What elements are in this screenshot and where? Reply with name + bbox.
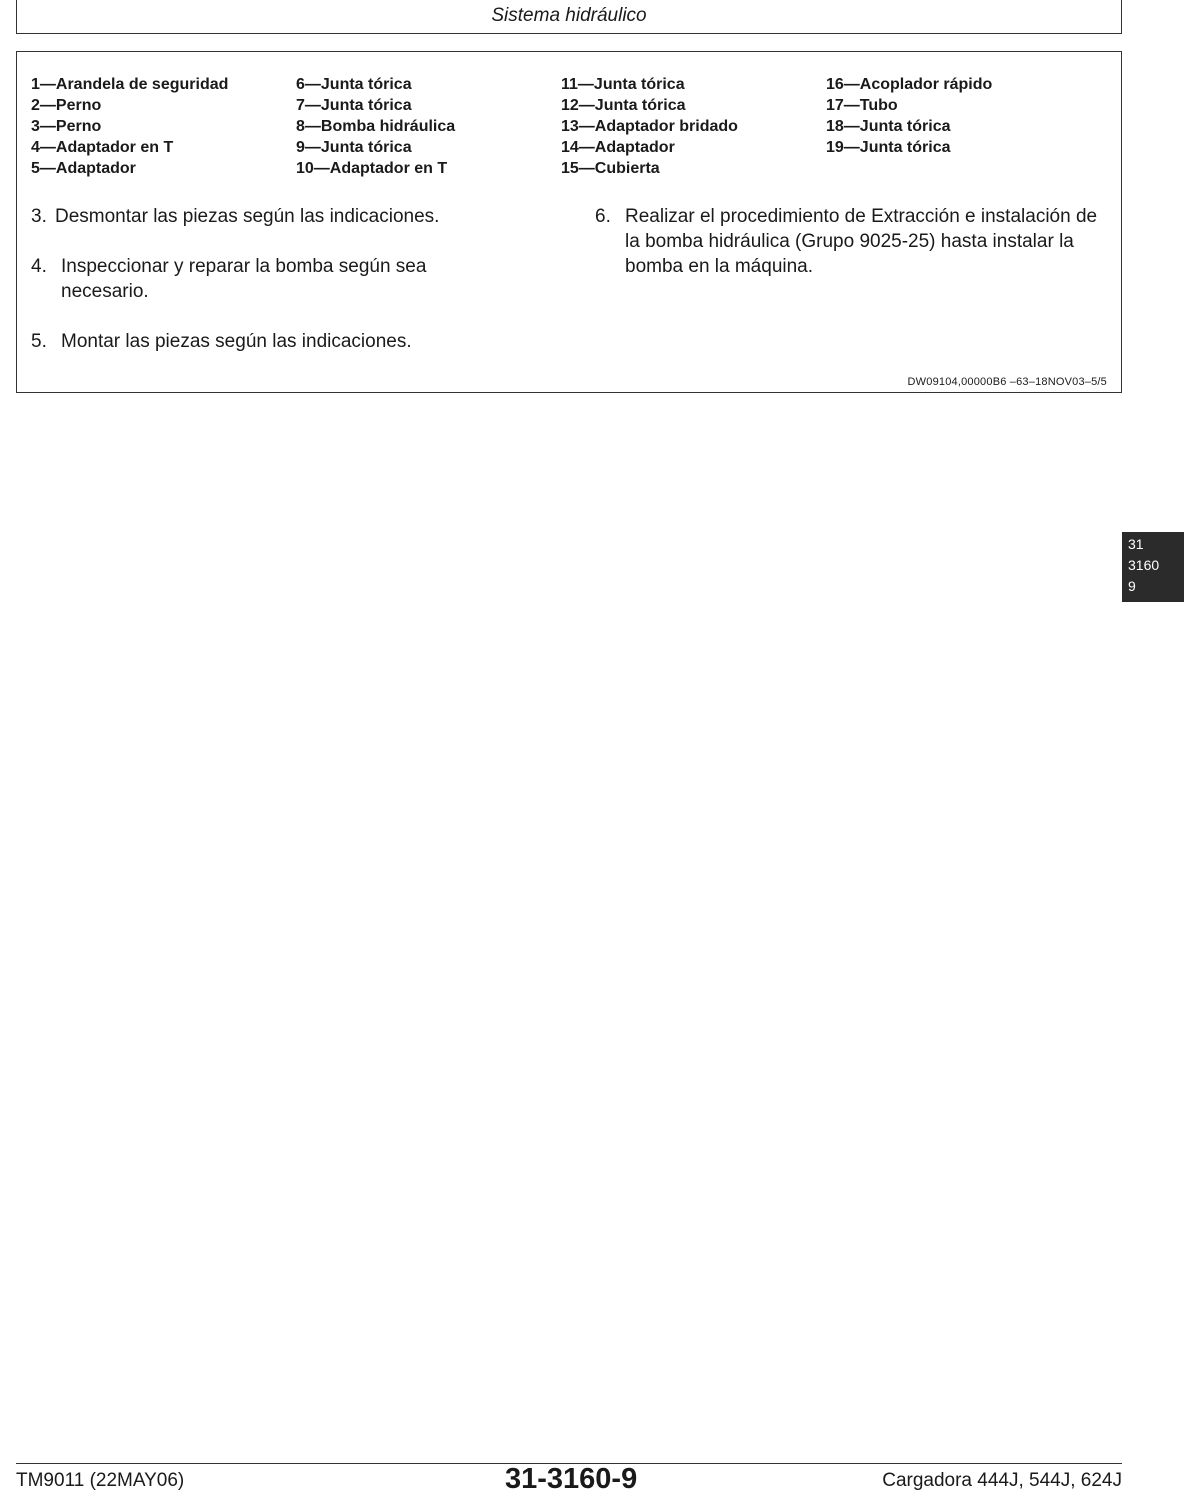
- legend-item: 6—Junta tórica: [296, 76, 412, 93]
- step-text: Realizar el procedimiento de Extracción e instalación de la bomba hidráulica (Grupo 9025-25) hasta instalar la bomba en la máquina.: [625, 206, 1098, 277]
- step-text: Desmontar las piezas según las indicaciones.: [55, 206, 440, 227]
- step-number: 5.: [31, 331, 47, 352]
- legend-column-4: [826, 74, 1091, 179]
- legend-item: 16—Acoplador rápido: [826, 76, 993, 93]
- reference-code: DW09104,00000B6 –63–18NOV03–5/5: [907, 376, 1107, 388]
- legend-item: 3—Perno: [31, 118, 102, 135]
- legend-item: 15—Cubierta: [561, 160, 660, 177]
- content-box: [16, 51, 1122, 393]
- section-tab: [1122, 532, 1184, 602]
- step-4: [31, 254, 501, 304]
- parts-legend: [31, 74, 1111, 179]
- legend-item: 8—Bomba hidráulica: [296, 118, 456, 135]
- machine-model: Cargadora 444J, 544J, 624J: [882, 1470, 1122, 1491]
- step-6: [595, 204, 1115, 279]
- legend-column-2: [296, 74, 561, 179]
- legend-item: 17—Tubo: [826, 97, 898, 114]
- legend-item: 4—Adaptador en T: [31, 139, 174, 156]
- step-number: 3.: [31, 206, 47, 227]
- step-5: [31, 329, 501, 354]
- legend-item: 11—Junta tórica: [561, 76, 685, 93]
- legend-item: 14—Adaptador: [561, 139, 675, 156]
- legend-item: 5—Adaptador: [31, 160, 136, 177]
- legend-item: 1—Arandela de seguridad: [31, 76, 229, 93]
- legend-item: 10—Adaptador en T: [296, 160, 448, 177]
- legend-item: 9—Junta tórica: [296, 139, 412, 156]
- legend-item: 7—Junta tórica: [296, 97, 412, 114]
- legend-item: 19—Junta tórica: [826, 139, 951, 156]
- step-3: [31, 204, 501, 229]
- step-number: 4.: [31, 256, 47, 277]
- legend-column-3: [561, 74, 826, 179]
- tab-line: 9: [1128, 578, 1136, 594]
- tab-line: 3160: [1128, 557, 1160, 573]
- page-number: 31-3160-9: [505, 1463, 638, 1495]
- legend-item: 18—Junta tórica: [826, 118, 951, 135]
- manual-id: TM9011 (22MAY06): [16, 1470, 185, 1491]
- step-text: Inspeccionar y reparar la bomba según sea necesario.: [61, 256, 427, 302]
- legend-item: 2—Perno: [31, 97, 102, 114]
- section-title: Sistema hidráulico: [491, 5, 647, 26]
- page-header: [16, 0, 1122, 34]
- steps-column-left: [31, 204, 501, 379]
- tab-line: 31: [1128, 536, 1144, 552]
- legend-item: 12—Junta tórica: [561, 97, 686, 114]
- step-text: Montar las piezas según las indicaciones.: [61, 331, 412, 352]
- legend-item: 13—Adaptador bridado: [561, 118, 738, 135]
- legend-column-1: [31, 74, 296, 179]
- step-number: 6.: [595, 206, 611, 227]
- steps-column-right: [595, 204, 1115, 304]
